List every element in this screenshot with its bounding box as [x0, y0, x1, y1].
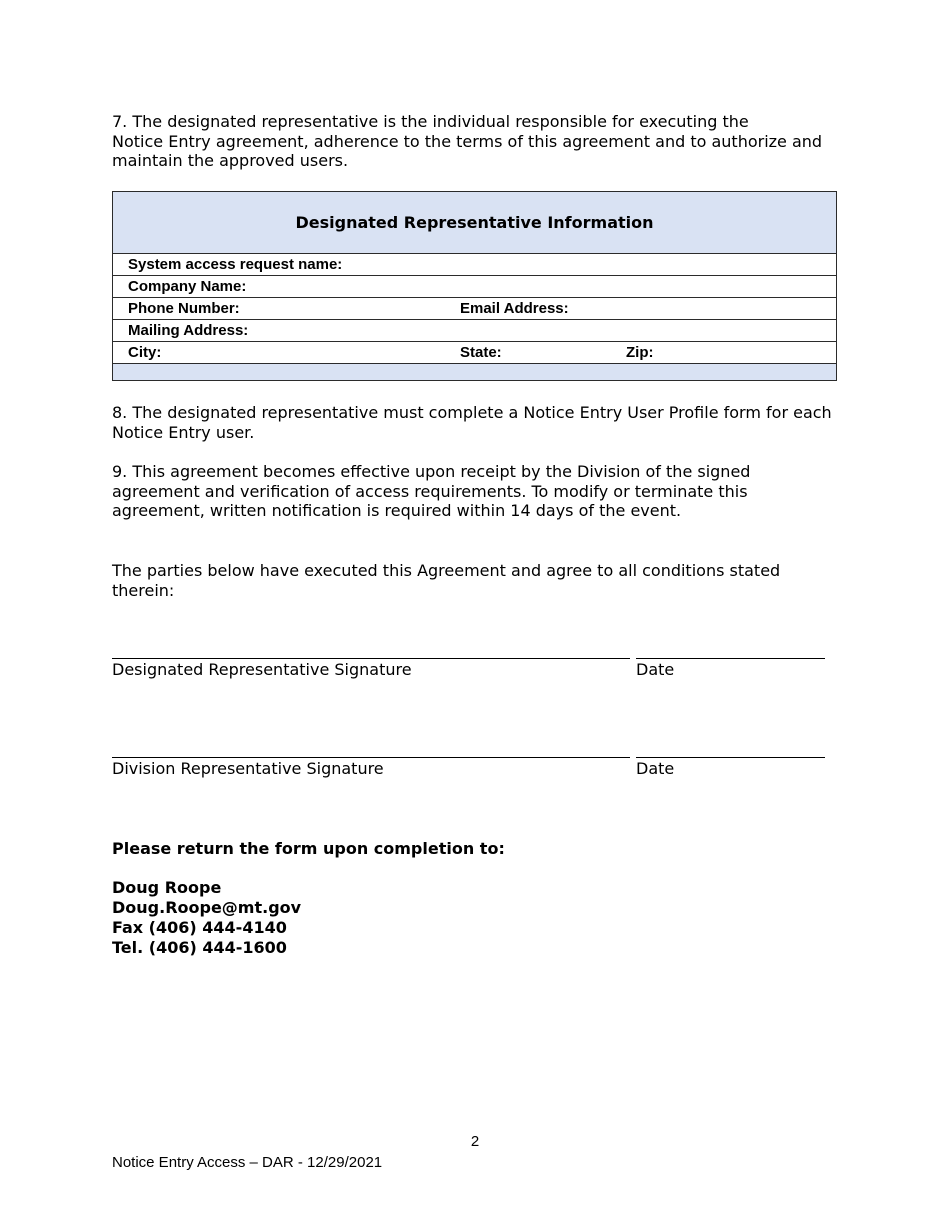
designated-representative-table	[112, 191, 837, 381]
paragraph-9: 9. This agreement becomes effective upon receipt by the Division of the signed agreement and verification of access requirements. To modify or terminate this agreement, written notification is required within 14 days of the event.	[112, 462, 751, 521]
table-header	[113, 192, 836, 254]
system-access-label: System access request name:	[128, 256, 343, 273]
division-signature-label: Division Representative Signature	[112, 759, 384, 778]
state-label: State:	[460, 344, 502, 361]
table-row	[113, 254, 836, 276]
table-footer	[113, 364, 836, 380]
division-date-line	[636, 757, 825, 758]
contact-fax: Fax (406) 444-4140	[112, 918, 287, 937]
phone-number-label: Phone Number:	[128, 300, 240, 317]
table-row	[113, 298, 836, 320]
paragraph-7: 7. The designated representative is the individual responsible for executing the Notice Entry agreement, adherence to the terms of this agreement and to authorize and maintain the approved users.	[112, 112, 823, 171]
return-title: Please return the form upon completion to:	[112, 839, 505, 858]
designated-date-line	[636, 658, 825, 659]
table-row	[113, 276, 836, 298]
designated-date-label: Date	[636, 660, 675, 679]
zip-label: Zip:	[626, 344, 654, 361]
table-row	[113, 342, 836, 364]
table-title: Designated Representative Information	[295, 213, 654, 232]
page-number: 2	[470, 1133, 480, 1150]
division-signature-line	[112, 757, 630, 758]
mailing-address-label: Mailing Address:	[128, 322, 249, 339]
contact-email: Doug.Roope@mt.gov	[112, 898, 302, 917]
return-info	[112, 839, 505, 958]
contact-name: Doug Roope	[112, 878, 222, 897]
email-address-label: Email Address:	[460, 300, 569, 317]
contact-tel: Tel. (406) 444-1600	[112, 938, 287, 957]
city-label: City:	[128, 344, 162, 361]
division-date-label: Date	[636, 759, 675, 778]
company-name-label: Company Name:	[128, 278, 247, 295]
designated-signature-line	[112, 658, 630, 659]
parties-statement: The parties below have executed this Agreement and agree to all conditions stated therein:	[112, 561, 781, 600]
table-row	[113, 320, 836, 342]
designated-signature-label: Designated Representative Signature	[112, 660, 412, 679]
footer-text: Notice Entry Access – DAR - 12/29/2021	[112, 1154, 383, 1171]
paragraph-8: 8. The designated representative must complete a Notice Entry User Profile form for each Notice Entry user.	[112, 403, 832, 442]
